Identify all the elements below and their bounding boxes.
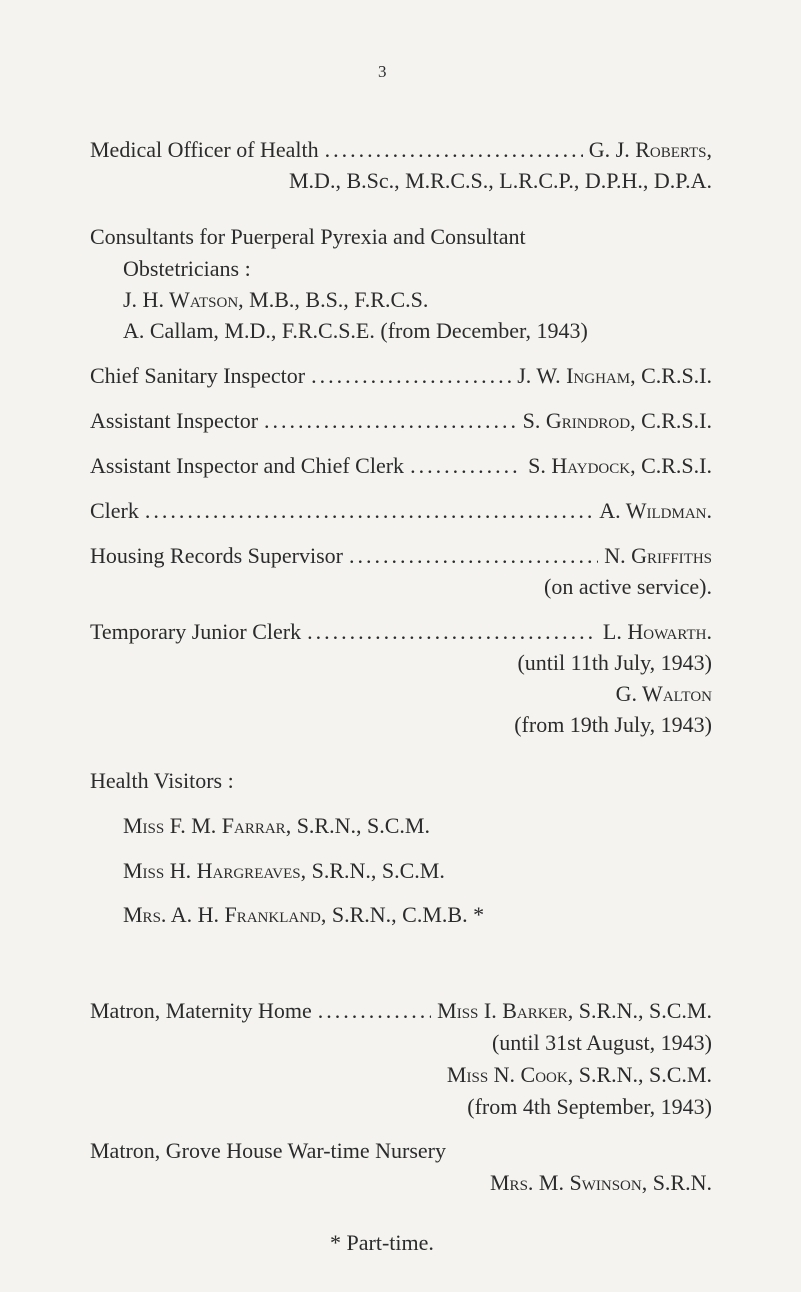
leader-dots (318, 998, 431, 1024)
matron-name2: Miss N. Cook, S.R.N., S.C.M. (446, 1062, 712, 1087)
moh-name: G. J. Roberts, (588, 137, 712, 162)
staff-role: Assistant Inspector (90, 408, 259, 433)
leader-dots (349, 543, 598, 569)
staff-row (90, 498, 712, 524)
temp-clerk-name: L. Howarth. (602, 619, 712, 644)
consultant-callam: A. Callam, M.D., F.R.C.S.E. (from December, 1943) (123, 318, 588, 343)
consultants-heading-line2: Obstetricians : (123, 256, 251, 281)
moh-row (90, 137, 712, 163)
staff-row (90, 363, 712, 389)
staff-name: S. Grindrod, C.R.S.I. (522, 408, 712, 433)
temp-clerk-name2: G. Walton (615, 681, 712, 706)
matron-name: Miss I. Barker, S.R.N., S.C.M. (437, 998, 712, 1023)
staff-role: Housing Records Supervisor (90, 543, 343, 568)
staff-name: A. Wildman. (599, 498, 712, 523)
grove-name: Mrs. M. Swinson, S.R.N. (490, 1170, 712, 1195)
staff-name: S. Haydock, C.R.S.I. (528, 453, 712, 478)
moh-label: Medical Officer of Health (90, 137, 319, 162)
temp-clerk-role: Temporary Junior Clerk (90, 619, 302, 644)
temp-clerk-note2: (from 19th July, 1943) (514, 712, 712, 737)
griffiths-note: (on active service). (544, 574, 712, 599)
leader-dots (145, 498, 593, 524)
leader-dots (410, 453, 522, 479)
leader-dots (264, 408, 517, 434)
consultant-watson: J. H. Watson, M.B., B.S., F.R.C.S. (123, 287, 429, 312)
staff-role: Chief Sanitary Inspector (90, 363, 306, 388)
temp-clerk-note1: (until 11th July, 1943) (517, 650, 712, 675)
matron-note1: (until 31st August, 1943) (491, 1030, 712, 1055)
staff-row (90, 543, 712, 569)
health-visitors-heading: Health Visitors : (90, 768, 234, 793)
leader-dots (307, 619, 597, 645)
staff-name: J. W. Ingham, C.R.S.I. (517, 363, 712, 388)
leader-dots (311, 363, 511, 389)
health-visitor: Mrs. A. H. Frankland, S.R.N., C.M.B. * (123, 902, 485, 927)
staff-role: Assistant Inspector and Chief Clerk (90, 453, 405, 478)
consultants-heading-line1: Consultants for Puerperal Pyrexia and Consultant (90, 224, 526, 249)
staff-role: Clerk (90, 498, 139, 523)
temp-clerk-row (90, 619, 712, 645)
health-visitor: Miss F. M. Farrar, S.R.N., S.C.M. (123, 813, 430, 838)
moh-qualifications: M.D., B.Sc., M.R.C.S., L.R.C.P., D.P.H., D.P.A. (289, 168, 712, 193)
matron-row (90, 998, 712, 1024)
matron-note2: (from 4th September, 1943) (467, 1094, 712, 1119)
staff-row (90, 408, 712, 434)
staff-name: N. Griffiths (604, 543, 712, 568)
health-visitor: Miss H. Hargreaves, S.R.N., S.C.M. (123, 858, 445, 883)
leader-dots (325, 137, 583, 163)
matron-role: Matron, Maternity Home (90, 998, 312, 1023)
footnote: * Part-time. (330, 1230, 434, 1255)
grove-label: Matron, Grove House War-time Nursery (90, 1138, 447, 1163)
page-number: 3 (378, 62, 387, 81)
staff-row (90, 453, 712, 479)
